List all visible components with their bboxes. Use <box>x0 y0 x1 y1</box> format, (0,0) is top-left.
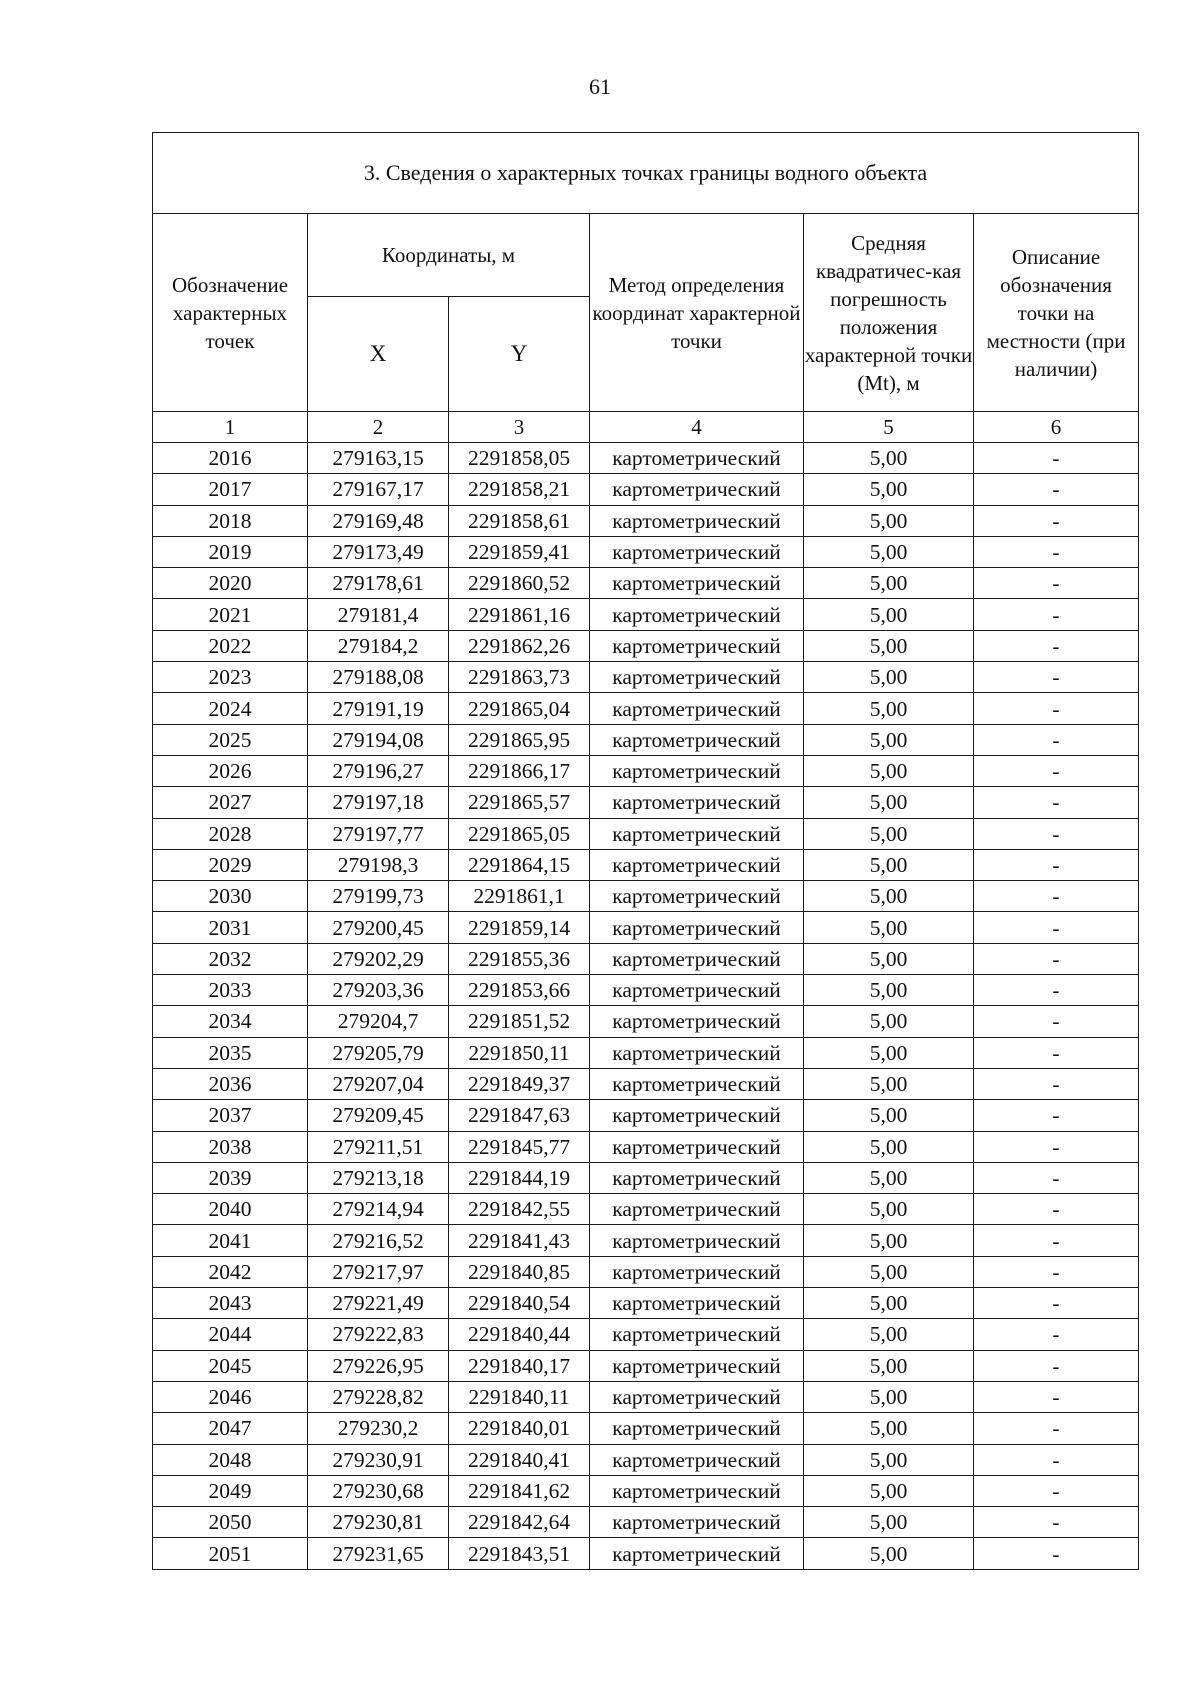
point-id-cell: 2051 <box>153 1538 308 1569</box>
y-coordinate-cell: 2291859,14 <box>449 912 590 943</box>
method-cell: картометрический <box>590 693 804 724</box>
description-cell: - <box>974 1131 1139 1162</box>
description-cell: - <box>974 599 1139 630</box>
rms-error-cell: 5,00 <box>804 1225 974 1256</box>
method-cell: картометрический <box>590 1319 804 1350</box>
x-coordinate-cell: 279167,17 <box>308 474 449 505</box>
point-id-cell: 2031 <box>153 912 308 943</box>
description-cell: - <box>974 536 1139 567</box>
rms-error-cell: 5,00 <box>804 1006 974 1037</box>
table-row <box>153 849 1139 880</box>
method-cell: картометрический <box>590 1350 804 1381</box>
y-coordinate-cell: 2291858,61 <box>449 505 590 536</box>
x-coordinate-cell: 279231,65 <box>308 1538 449 1569</box>
rms-error-cell: 5,00 <box>804 630 974 661</box>
x-coordinate-cell: 279230,68 <box>308 1475 449 1506</box>
x-coordinate-cell: 279202,29 <box>308 943 449 974</box>
y-coordinate-cell: 2291858,21 <box>449 474 590 505</box>
header-rms-error: Средняя квадратичес-кая погрешность положения характерной точки (Mt), м <box>804 214 974 412</box>
x-coordinate-cell: 279205,79 <box>308 1037 449 1068</box>
point-id-cell: 2050 <box>153 1507 308 1538</box>
description-cell: - <box>974 1194 1139 1225</box>
table-row <box>153 568 1139 599</box>
method-cell: картометрический <box>590 1288 804 1319</box>
point-id-cell: 2047 <box>153 1413 308 1444</box>
rms-error-cell: 5,00 <box>804 943 974 974</box>
method-cell: картометрический <box>590 599 804 630</box>
rms-error-cell: 5,00 <box>804 505 974 536</box>
table-body <box>153 443 1139 1570</box>
description-cell: - <box>974 1538 1139 1569</box>
y-coordinate-cell: 2291851,52 <box>449 1006 590 1037</box>
description-cell: - <box>974 1350 1139 1381</box>
y-coordinate-cell: 2291842,55 <box>449 1194 590 1225</box>
x-coordinate-cell: 279203,36 <box>308 975 449 1006</box>
method-cell: картометрический <box>590 912 804 943</box>
y-coordinate-cell: 2291865,95 <box>449 724 590 755</box>
y-coordinate-cell: 2291845,77 <box>449 1131 590 1162</box>
description-cell: - <box>974 1444 1139 1475</box>
description-cell: - <box>974 1225 1139 1256</box>
table-row <box>153 443 1139 474</box>
point-id-cell: 2017 <box>153 474 308 505</box>
x-coordinate-cell: 279194,08 <box>308 724 449 755</box>
rms-error-cell: 5,00 <box>804 536 974 567</box>
table-row <box>153 505 1139 536</box>
description-cell: - <box>974 1068 1139 1099</box>
header-y: Y <box>449 297 590 412</box>
table-row <box>153 1507 1139 1538</box>
point-id-cell: 2016 <box>153 443 308 474</box>
point-id-cell: 2042 <box>153 1256 308 1287</box>
table-row <box>153 1413 1139 1444</box>
rms-error-cell: 5,00 <box>804 443 974 474</box>
rms-error-cell: 5,00 <box>804 881 974 912</box>
x-coordinate-cell: 279188,08 <box>308 662 449 693</box>
y-coordinate-cell: 2291849,37 <box>449 1068 590 1099</box>
description-cell: - <box>974 975 1139 1006</box>
description-cell: - <box>974 1100 1139 1131</box>
x-coordinate-cell: 279197,77 <box>308 818 449 849</box>
table-row <box>153 1319 1139 1350</box>
point-id-cell: 2024 <box>153 693 308 724</box>
point-id-cell: 2036 <box>153 1068 308 1099</box>
description-cell: - <box>974 1381 1139 1412</box>
description-cell: - <box>974 630 1139 661</box>
point-id-cell: 2048 <box>153 1444 308 1475</box>
method-cell: картометрический <box>590 474 804 505</box>
rms-error-cell: 5,00 <box>804 1131 974 1162</box>
x-coordinate-cell: 279178,61 <box>308 568 449 599</box>
description-cell: - <box>974 1288 1139 1319</box>
point-id-cell: 2027 <box>153 787 308 818</box>
table-row <box>153 1256 1139 1287</box>
x-coordinate-cell: 279217,97 <box>308 1256 449 1287</box>
method-cell: картометрический <box>590 724 804 755</box>
x-coordinate-cell: 279213,18 <box>308 1162 449 1193</box>
description-cell: - <box>974 505 1139 536</box>
point-id-cell: 2035 <box>153 1037 308 1068</box>
rms-error-cell: 5,00 <box>804 975 974 1006</box>
table-row <box>153 1100 1139 1131</box>
x-coordinate-cell: 279230,2 <box>308 1413 449 1444</box>
description-cell: - <box>974 1162 1139 1193</box>
y-coordinate-cell: 2291841,62 <box>449 1475 590 1506</box>
x-coordinate-cell: 279226,95 <box>308 1350 449 1381</box>
method-cell: картометрический <box>590 1131 804 1162</box>
point-id-cell: 2037 <box>153 1100 308 1131</box>
point-id-cell: 2021 <box>153 599 308 630</box>
table-row <box>153 755 1139 786</box>
table-row <box>153 724 1139 755</box>
y-coordinate-cell: 2291866,17 <box>449 755 590 786</box>
table-row <box>153 1131 1139 1162</box>
rms-error-cell: 5,00 <box>804 1413 974 1444</box>
description-cell: - <box>974 474 1139 505</box>
table-row <box>153 1225 1139 1256</box>
method-cell: картометрический <box>590 1068 804 1099</box>
x-coordinate-cell: 279230,91 <box>308 1444 449 1475</box>
x-coordinate-cell: 279216,52 <box>308 1225 449 1256</box>
rms-error-cell: 5,00 <box>804 912 974 943</box>
point-id-cell: 2018 <box>153 505 308 536</box>
rms-error-cell: 5,00 <box>804 1288 974 1319</box>
point-id-cell: 2030 <box>153 881 308 912</box>
y-coordinate-cell: 2291865,04 <box>449 693 590 724</box>
description-cell: - <box>974 943 1139 974</box>
x-coordinate-cell: 279228,82 <box>308 1381 449 1412</box>
rms-error-cell: 5,00 <box>804 1162 974 1193</box>
method-cell: картометрический <box>590 1475 804 1506</box>
point-id-cell: 2044 <box>153 1319 308 1350</box>
table-row <box>153 1162 1139 1193</box>
x-coordinate-cell: 279173,49 <box>308 536 449 567</box>
table-row <box>153 693 1139 724</box>
table-row <box>153 1475 1139 1506</box>
point-id-cell: 2019 <box>153 536 308 567</box>
y-coordinate-cell: 2291840,11 <box>449 1381 590 1412</box>
table-row <box>153 662 1139 693</box>
header-method: Метод определения координат характерной точки <box>590 214 804 412</box>
rms-error-cell: 5,00 <box>804 599 974 630</box>
y-coordinate-cell: 2291840,17 <box>449 1350 590 1381</box>
method-cell: картометрический <box>590 1162 804 1193</box>
y-coordinate-cell: 2291840,41 <box>449 1444 590 1475</box>
rms-error-cell: 5,00 <box>804 1507 974 1538</box>
method-cell: картометрический <box>590 1413 804 1444</box>
x-coordinate-cell: 279184,2 <box>308 630 449 661</box>
description-cell: - <box>974 755 1139 786</box>
y-coordinate-cell: 2291864,15 <box>449 849 590 880</box>
header-coordinates: Координаты, м <box>308 214 590 297</box>
method-cell: картометрический <box>590 630 804 661</box>
column-number: 4 <box>590 412 804 443</box>
method-cell: картометрический <box>590 536 804 567</box>
y-coordinate-cell: 2291855,36 <box>449 943 590 974</box>
x-coordinate-cell: 279211,51 <box>308 1131 449 1162</box>
point-id-cell: 2034 <box>153 1006 308 1037</box>
method-cell: картометрический <box>590 1444 804 1475</box>
y-coordinate-cell: 2291840,01 <box>449 1413 590 1444</box>
table-row <box>153 1381 1139 1412</box>
description-cell: - <box>974 662 1139 693</box>
point-id-cell: 2038 <box>153 1131 308 1162</box>
point-id-cell: 2043 <box>153 1288 308 1319</box>
y-coordinate-cell: 2291859,41 <box>449 536 590 567</box>
x-coordinate-cell: 279196,27 <box>308 755 449 786</box>
column-number: 6 <box>974 412 1139 443</box>
column-number: 5 <box>804 412 974 443</box>
table-row <box>153 536 1139 567</box>
point-id-cell: 2028 <box>153 818 308 849</box>
x-coordinate-cell: 279209,45 <box>308 1100 449 1131</box>
x-coordinate-cell: 279181,4 <box>308 599 449 630</box>
y-coordinate-cell: 2291840,54 <box>449 1288 590 1319</box>
table-row <box>153 912 1139 943</box>
header-description: Описание обозначения точки на местности (при наличии) <box>974 214 1139 412</box>
y-coordinate-cell: 2291844,19 <box>449 1162 590 1193</box>
method-cell: картометрический <box>590 443 804 474</box>
table-row <box>153 1444 1139 1475</box>
point-id-cell: 2039 <box>153 1162 308 1193</box>
method-cell: картометрический <box>590 1381 804 1412</box>
method-cell: картометрический <box>590 505 804 536</box>
method-cell: картометрический <box>590 1538 804 1569</box>
x-coordinate-cell: 279199,73 <box>308 881 449 912</box>
description-cell: - <box>974 818 1139 849</box>
y-coordinate-cell: 2291847,63 <box>449 1100 590 1131</box>
point-id-cell: 2020 <box>153 568 308 599</box>
description-cell: - <box>974 724 1139 755</box>
y-coordinate-cell: 2291843,51 <box>449 1538 590 1569</box>
rms-error-cell: 5,00 <box>804 1256 974 1287</box>
x-coordinate-cell: 279222,83 <box>308 1319 449 1350</box>
x-coordinate-cell: 279214,94 <box>308 1194 449 1225</box>
rms-error-cell: 5,00 <box>804 849 974 880</box>
description-cell: - <box>974 1413 1139 1444</box>
method-cell: картометрический <box>590 787 804 818</box>
y-coordinate-cell: 2291840,44 <box>449 1319 590 1350</box>
point-id-cell: 2025 <box>153 724 308 755</box>
y-coordinate-cell: 2291865,05 <box>449 818 590 849</box>
rms-error-cell: 5,00 <box>804 787 974 818</box>
table-title: 3. Сведения о характерных точках границы водного объекта <box>153 133 1139 214</box>
method-cell: картометрический <box>590 849 804 880</box>
point-id-cell: 2046 <box>153 1381 308 1412</box>
method-cell: картометрический <box>590 975 804 1006</box>
table-row <box>153 1538 1139 1569</box>
x-coordinate-cell: 279191,19 <box>308 693 449 724</box>
description-cell: - <box>974 693 1139 724</box>
method-cell: картометрический <box>590 1037 804 1068</box>
table-row <box>153 818 1139 849</box>
boundary-points-table <box>152 132 1139 1570</box>
rms-error-cell: 5,00 <box>804 1538 974 1569</box>
x-coordinate-cell: 279230,81 <box>308 1507 449 1538</box>
header-x: X <box>308 297 449 412</box>
table-row <box>153 1194 1139 1225</box>
y-coordinate-cell: 2291862,26 <box>449 630 590 661</box>
table-row <box>153 1037 1139 1068</box>
table-row <box>153 1068 1139 1099</box>
y-coordinate-cell: 2291853,66 <box>449 975 590 1006</box>
x-coordinate-cell: 279207,04 <box>308 1068 449 1099</box>
x-coordinate-cell: 279169,48 <box>308 505 449 536</box>
rms-error-cell: 5,00 <box>804 474 974 505</box>
point-id-cell: 2029 <box>153 849 308 880</box>
table-row <box>153 787 1139 818</box>
description-cell: - <box>974 787 1139 818</box>
y-coordinate-cell: 2291865,57 <box>449 787 590 818</box>
method-cell: картометрический <box>590 818 804 849</box>
rms-error-cell: 5,00 <box>804 1444 974 1475</box>
point-id-cell: 2033 <box>153 975 308 1006</box>
rms-error-cell: 5,00 <box>804 1194 974 1225</box>
y-coordinate-cell: 2291842,64 <box>449 1507 590 1538</box>
table-row <box>153 599 1139 630</box>
description-cell: - <box>974 1256 1139 1287</box>
y-coordinate-cell: 2291860,52 <box>449 568 590 599</box>
method-cell: картометрический <box>590 1256 804 1287</box>
x-coordinate-cell: 279163,15 <box>308 443 449 474</box>
table-row <box>153 975 1139 1006</box>
table-row <box>153 1288 1139 1319</box>
description-cell: - <box>974 1037 1139 1068</box>
x-coordinate-cell: 279221,49 <box>308 1288 449 1319</box>
description-cell: - <box>974 912 1139 943</box>
method-cell: картометрический <box>590 1100 804 1131</box>
point-id-cell: 2040 <box>153 1194 308 1225</box>
column-number: 1 <box>153 412 308 443</box>
column-numbers-row <box>153 412 1139 443</box>
y-coordinate-cell: 2291861,1 <box>449 881 590 912</box>
rms-error-cell: 5,00 <box>804 818 974 849</box>
description-cell: - <box>974 1475 1139 1506</box>
x-coordinate-cell: 279200,45 <box>308 912 449 943</box>
rms-error-cell: 5,00 <box>804 1381 974 1412</box>
table-row <box>153 943 1139 974</box>
description-cell: - <box>974 568 1139 599</box>
x-coordinate-cell: 279198,3 <box>308 849 449 880</box>
y-coordinate-cell: 2291841,43 <box>449 1225 590 1256</box>
y-coordinate-cell: 2291863,73 <box>449 662 590 693</box>
rms-error-cell: 5,00 <box>804 755 974 786</box>
rms-error-cell: 5,00 <box>804 1068 974 1099</box>
point-id-cell: 2026 <box>153 755 308 786</box>
y-coordinate-cell: 2291850,11 <box>449 1037 590 1068</box>
table-row <box>153 881 1139 912</box>
description-cell: - <box>974 443 1139 474</box>
method-cell: картометрический <box>590 1225 804 1256</box>
header-designation: Обозначение характерных точек <box>153 214 308 412</box>
point-id-cell: 2022 <box>153 630 308 661</box>
page-number: 61 <box>589 74 611 99</box>
y-coordinate-cell: 2291861,16 <box>449 599 590 630</box>
point-id-cell: 2049 <box>153 1475 308 1506</box>
rms-error-cell: 5,00 <box>804 693 974 724</box>
point-id-cell: 2032 <box>153 943 308 974</box>
rms-error-cell: 5,00 <box>804 1319 974 1350</box>
rms-error-cell: 5,00 <box>804 568 974 599</box>
description-cell: - <box>974 1319 1139 1350</box>
table-row <box>153 630 1139 661</box>
rms-error-cell: 5,00 <box>804 724 974 755</box>
table-row <box>153 1006 1139 1037</box>
point-id-cell: 2041 <box>153 1225 308 1256</box>
column-number: 3 <box>449 412 590 443</box>
rms-error-cell: 5,00 <box>804 1037 974 1068</box>
method-cell: картометрический <box>590 1194 804 1225</box>
y-coordinate-cell: 2291840,85 <box>449 1256 590 1287</box>
rms-error-cell: 5,00 <box>804 1475 974 1506</box>
point-id-cell: 2045 <box>153 1350 308 1381</box>
rms-error-cell: 5,00 <box>804 1350 974 1381</box>
description-cell: - <box>974 881 1139 912</box>
description-cell: - <box>974 1006 1139 1037</box>
table-row <box>153 1350 1139 1381</box>
rms-error-cell: 5,00 <box>804 662 974 693</box>
rms-error-cell: 5,00 <box>804 1100 974 1131</box>
method-cell: картометрический <box>590 568 804 599</box>
method-cell: картометрический <box>590 943 804 974</box>
column-number: 2 <box>308 412 449 443</box>
description-cell: - <box>974 849 1139 880</box>
method-cell: картометрический <box>590 1507 804 1538</box>
method-cell: картометрический <box>590 1006 804 1037</box>
method-cell: картометрический <box>590 755 804 786</box>
table-row <box>153 474 1139 505</box>
method-cell: картометрический <box>590 881 804 912</box>
x-coordinate-cell: 279197,18 <box>308 787 449 818</box>
description-cell: - <box>974 1507 1139 1538</box>
x-coordinate-cell: 279204,7 <box>308 1006 449 1037</box>
y-coordinate-cell: 2291858,05 <box>449 443 590 474</box>
method-cell: картометрический <box>590 662 804 693</box>
point-id-cell: 2023 <box>153 662 308 693</box>
